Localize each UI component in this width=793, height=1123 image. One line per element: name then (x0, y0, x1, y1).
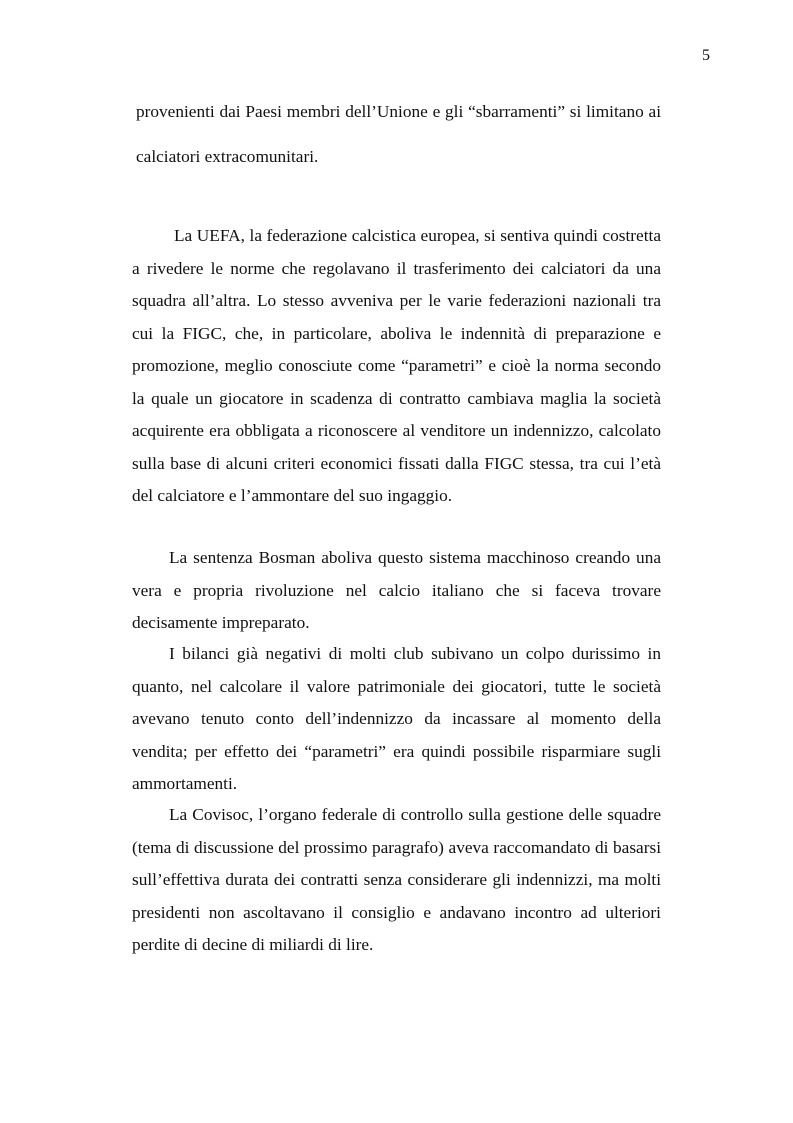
paragraph-uefa: La UEFA, la federazione calcistica europea, si sentiva quindi costretta a rivedere le norme che regolavano il trasferimento dei calciatori da una squadra all’altra. Lo stesso avveniva per le varie federazioni nazionali tra cui la FIGC, che, in particolare, aboliva le indennità di preparazione e promozione, meglio conosciute come “parametri” e cioè la norma secondo la quale un giocatore in scadenza di contratto cambiava maglia la società acquirente era obbligata a riconoscere al venditore un indennizzo, calcolato sulla base di alcuni criteri economici fissati dalla FIGC stessa, tra cui l’età del calciatore e l’ammontare del suo ingaggio. (132, 226, 661, 505)
page-number: 5 (702, 47, 710, 64)
paragraph-bilanci: I bilanci già negativi di molti club subivano un colpo durissimo in quanto, nel calcolare il valore patrimoniale dei giocatori, tutte le società avevano tenuto conto dell’indennizzo da incassare al momento della vendita; per effetto dei “parametri” era quindi possibile risparmiare sugli ammortamenti. (132, 644, 661, 793)
paragraph-continuation: provenienti dai Paesi membri dell’Unione e gli “sbarramenti” si limitano ai calciatori extracomunitari. (136, 102, 661, 166)
paragraph-covisoc: La Covisoc, l’organo federale di controllo sulla gestione delle squadre (tema di discussione del prossimo paragrafo) aveva raccomandato di basarsi sull’effettiva durata dei contratti senza considerare gli indennizzi, ma molti presidenti non ascoltavano il consiglio e andavano incontro ad ulteriori perdite di decine di miliardi di lire. (132, 805, 661, 954)
paragraph-bosman: La sentenza Bosman aboliva questo sistema macchinoso creando una vera e propria rivoluzione nel calcio italiano che si faceva trovare decisamente impreparato. (132, 548, 661, 632)
